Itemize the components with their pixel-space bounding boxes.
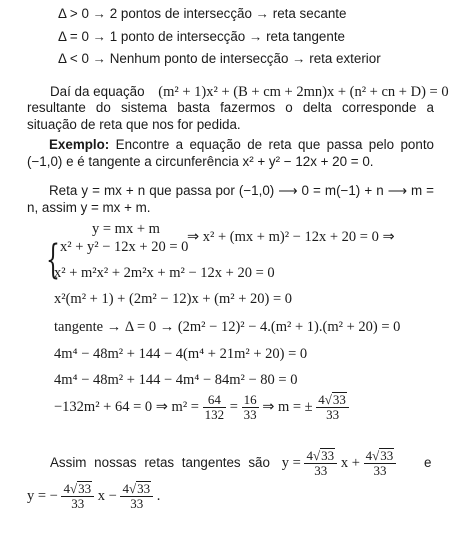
example-text: Encontre a equação de reta que passa pelo ponto (−1,0) e é tangente a circunferência x² + y² − 12x + 20 = 0. xyxy=(27,137,434,169)
fraction-numerator: 4√33 xyxy=(120,481,153,497)
fraction-denominator: 33 xyxy=(71,496,85,512)
conclusion-line-2 xyxy=(27,481,160,512)
fraction-const xyxy=(364,448,397,479)
tangent-eq-1-left: y = xyxy=(281,455,301,472)
paragraph-1-lead xyxy=(50,83,449,101)
tangent-eq-2-left: y = − xyxy=(27,488,58,505)
conjunction-and: e xyxy=(424,454,432,470)
general-equation: (m² + 1)x² + (B + cm + 2mn)x + (n² + cn + D) = 0 xyxy=(158,84,449,100)
case-delta-positive: Δ > 0 → 2 pontos de intersecção → reta secante xyxy=(58,6,347,21)
system-result: ⇒ x² + (mx + m)² − 12x + 20 = 0 ⇒ xyxy=(187,229,395,245)
fraction-denominator: 33 xyxy=(326,407,340,423)
step-1: x² + m²x² + 2m²x + m² − 12x + 20 = 0 xyxy=(54,265,275,281)
end-period: . xyxy=(156,488,161,505)
case-delta-negative: Δ < 0 → Nenhum ponto de intersecção → reta exterior xyxy=(58,51,381,66)
conclusion-lead: Assim nossas retas tangentes são xyxy=(50,454,270,470)
example-paragraph xyxy=(27,137,434,171)
fraction-const xyxy=(120,481,153,512)
conclusion-line-1 xyxy=(50,448,431,479)
fraction-numerator: 4√33 xyxy=(304,448,337,464)
system-line-2: x² + y² − 12x + 20 = 0 xyxy=(60,239,189,255)
step-5: 4m⁴ − 48m² + 144 − 4m⁴ − 84m² − 80 = 0 xyxy=(54,372,298,388)
step-3: tangente → Δ = 0 → (2m² − 12)² − 4.(m² + 1).(m² + 20) = 0 xyxy=(54,319,401,335)
fraction-64-132 xyxy=(203,393,227,423)
tangent-eq-2-x: x − xyxy=(97,488,117,505)
step-final: −132m² + 64 = 0 ⇒ m² = $\frac{64}{132}$ = $\frac{16}{33}$ ⇒ m = ± $\frac{4√33}{33}$ xyxy=(54,392,349,423)
system-line-1: y = mx + m xyxy=(92,221,160,237)
step-final-mid: ⇒ m = ± xyxy=(262,399,313,416)
fraction-numerator: 64 xyxy=(203,393,227,408)
fraction-numerator: 4√33 xyxy=(364,448,397,464)
example-label: Exemplo: xyxy=(49,137,110,152)
paragraph-2: Reta y = mx + n que passa por (−1,0) ⟶ 0 = m(−1) + n ⟶ m = n, assim y = mx + m. xyxy=(27,183,434,215)
paragraph-1-lead-text: Daí da equação xyxy=(50,84,145,99)
fraction-numerator: 4√33 xyxy=(316,392,349,408)
fraction-16-33 xyxy=(242,393,259,423)
tangent-eq-1-x: x + xyxy=(340,455,360,472)
fraction-4-root33-over-33 xyxy=(316,392,349,423)
case-delta-zero: Δ = 0 → 1 ponto de intersecção → reta tangente xyxy=(58,29,345,44)
paragraph-1-rest: resultante do sistema basta fazermos o delta corresponde a situação de reta que nos for pedida. xyxy=(27,100,434,132)
fraction-numerator: 16 xyxy=(243,391,257,407)
step-final-left: −132m² + 64 = 0 ⇒ m² = xyxy=(54,399,199,416)
fraction-coef xyxy=(304,448,337,479)
fraction-denominator: 33 xyxy=(314,463,328,479)
fraction-numerator: 4√33 xyxy=(61,481,94,497)
step-4: 4m⁴ − 48m² + 144 − 4(m⁴ + 21m² + 20) = 0 xyxy=(54,346,308,362)
step-2: x²(m² + 1) + (2m² − 12)x + (m² + 20) = 0 xyxy=(54,291,293,307)
fraction-denominator: 132 xyxy=(204,406,225,422)
system-brace: { xyxy=(46,237,60,283)
fraction-denominator: 33 xyxy=(373,463,387,479)
fraction-denominator: 33 xyxy=(243,406,257,422)
fraction-coef xyxy=(61,481,94,512)
fraction-denominator: 33 xyxy=(130,496,144,512)
